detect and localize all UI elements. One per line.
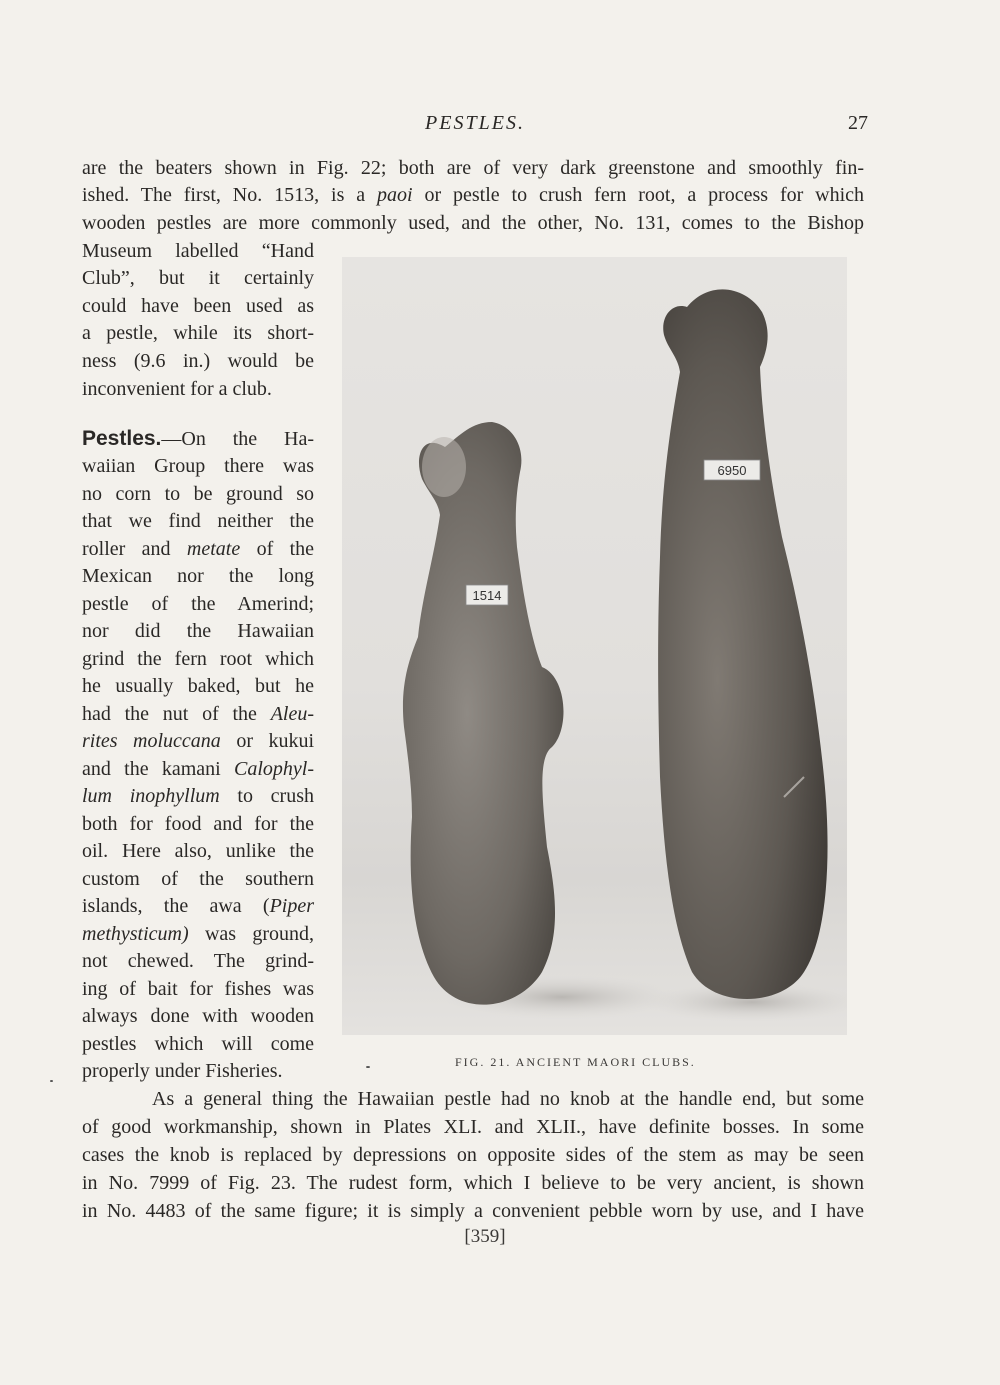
- body-line: in No. 7999 of Fig. 23. The rudest form, which I believe to be very ancient, is shown: [82, 1172, 864, 1194]
- body-line: are the beaters shown in Fig. 22; both are of very dark greenstone and smoothly fin-: [82, 157, 864, 179]
- italic-term: paoi: [377, 184, 413, 206]
- maori-clubs-image: [342, 257, 847, 1035]
- running-head: [0, 112, 1000, 142]
- body-line: ness (9.6 in.) would be: [82, 350, 314, 372]
- specimen-number-left: 1514: [472, 588, 502, 603]
- body-line: rites moluccana or kukui: [82, 730, 315, 752]
- running-title: PESTLES.: [425, 112, 525, 134]
- body-line: a pestle, while its short-: [82, 322, 314, 344]
- body-line: roller and metate of the: [82, 538, 315, 560]
- signature-mark: [359]: [464, 1226, 506, 1247]
- section-heading: Pestles.: [82, 427, 162, 450]
- body-line: pestles which will come: [82, 1033, 314, 1055]
- body-line: Mexican nor the long: [82, 565, 314, 587]
- figure-caption: FIG. 21. ANCIENT MAORI CLUBS.: [455, 1055, 696, 1069]
- body-line: not chewed. The grind-: [82, 950, 314, 972]
- right-club: [658, 289, 827, 999]
- body-line: he usually baked, but he: [82, 675, 314, 697]
- body-line: no corn to be ground so: [82, 483, 314, 505]
- body-line: waiian Group there was: [82, 455, 314, 477]
- body-line: had the nut of the Aleu-: [82, 703, 314, 725]
- body-line: properly under Fisheries.: [82, 1060, 283, 1082]
- body-line: Club”, but it certainly: [82, 267, 314, 289]
- left-club: [403, 422, 564, 1005]
- body-line: ing of bait for fishes was: [82, 978, 314, 1000]
- figure-photo: [342, 257, 847, 1035]
- section-first-line: Pestles.—On the Ha-: [82, 427, 314, 450]
- body-line: oil. Here also, unlike the: [82, 840, 314, 862]
- body-line: that we find neither the: [82, 510, 314, 532]
- paper-speck: [366, 1066, 370, 1068]
- page-number: 27: [848, 112, 868, 134]
- body-line: both for food and for the: [82, 813, 314, 835]
- body-line: cases the knob is replaced by depressions on opposite sides of the stem as may be seen: [82, 1144, 864, 1166]
- body-line: methysticum) was ground,: [82, 923, 314, 945]
- body-line: As a general thing the Hawaiian pestle had no knob at the handle end, but some: [152, 1088, 864, 1110]
- body-line: custom of the southern: [82, 868, 314, 890]
- body-line: could have been used as: [82, 295, 314, 317]
- body-line: always done with wooden: [82, 1005, 314, 1027]
- body-line: pestle of the Amerind;: [82, 593, 314, 615]
- body-line: in No. 4483 of the same figure; it is simply a convenient pebble worn by use, and I have: [82, 1200, 864, 1222]
- body-line: inconvenient for a club.: [82, 378, 272, 400]
- paper-speck: [50, 1080, 53, 1082]
- body-line: lum inophyllum to crush: [82, 785, 314, 807]
- specimen-number-right: 6950: [717, 463, 747, 478]
- body-line: Museum labelled “Hand: [82, 240, 314, 262]
- body-line: nor did the Hawaiian: [82, 620, 314, 642]
- body-line: islands, the awa (Piper: [82, 895, 314, 917]
- body-line: of good workmanship, shown in Plates XLI. and XLII., have definite bosses. In some: [82, 1116, 864, 1138]
- body-line: grind the fern root which: [82, 648, 314, 670]
- body-line: ished. The first, No. 1513, is a paoi or pestle to crush fern root, a process for which: [82, 184, 865, 206]
- body-line: wooden pestles are more commonly used, and the other, No. 131, comes to the Bishop: [82, 212, 864, 234]
- body-line: and the kamani Calophyl-: [82, 758, 315, 780]
